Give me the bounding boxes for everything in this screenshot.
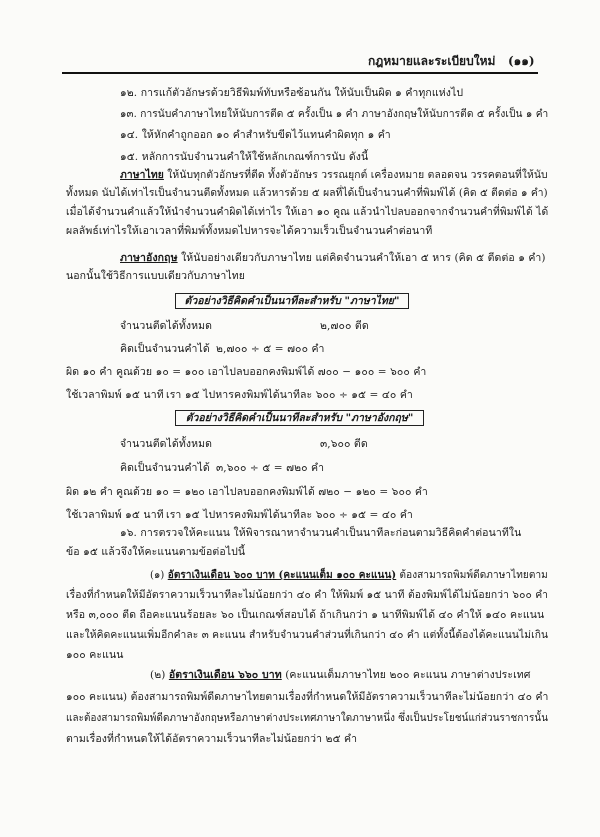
thai-rule-line-2: ทั้งหมด นับได้เท่าไรเป็นจำนวนตีดทั้งหมด แล้วหารด้วย ๕ ผลที่ได้เป็นจำนวนคำที่พิมพ์ได้ (คิด ๕ ตีดต่อ ๑ คำ) xyxy=(66,187,548,199)
para2-num: (๒) xyxy=(150,669,166,681)
rule-num: ๑๔. xyxy=(120,129,139,141)
english-rule-lead: ภาษาอังกฤษ xyxy=(120,252,178,264)
row-label: ผิด ๑๒ คำ xyxy=(66,486,113,498)
example-thai-row-2 xyxy=(120,342,325,356)
rule-13 xyxy=(120,107,548,121)
thai-rule-line-4: ผลลัพธ์เท่าไรให้เอาเวลาที่พิมพ์ทั้งหมดไปหารจะได้ความเร็วเป็นจำนวนคำต่อนาที xyxy=(66,225,433,237)
example-thai-row-3 xyxy=(66,365,427,379)
para2-line-2: ๑๐๐ คะแนน) ต้องสามารถพิมพ์ดีดภาษาไทยตามเรื่องที่กำหนดให้มีอัตราความเร็วนาทีละไม่น้อยกว่า ๔๐ คำ xyxy=(66,691,549,703)
rule-text: หลักการนับจำนวนคำให้ใช้หลักเกณฑ์การนับ ดังนี้ xyxy=(141,151,369,163)
row-value: คูณด้วย ๑๐ = ๑๒๐ เอาไปลบออกคงพิมพ์ได้ ๗๒๐ − ๑๒๐ = ๖๐๐ คำ xyxy=(116,486,428,498)
english-rule-line-1 xyxy=(120,251,546,265)
row-label: ใช้เวลาพิมพ์ ๑๕ นาที xyxy=(66,389,164,401)
row-value: ๒,๗๐๐ ตีด xyxy=(320,320,369,332)
row-value: เรา ๑๕ ไปหารคงพิมพ์ได้นาทีละ ๖๐๐ ÷ ๑๕ = ๔๐ คำ xyxy=(166,389,413,401)
para2-line-3: และต้องสามารถพิมพ์ดีดภาษาอังกฤษหรือภาษาต่างประเทศภาษาใดภาษาหนึ่ง ซึ่งเป็นประโยชน์แก่ส่วนราชการนั้น xyxy=(66,712,549,724)
thai-rule-text: ให้นับทุกตัวอักษรที่ตีด ทั้งตัวอักษร วรรณยุกต์ เครื่องหมาย ตลอดจน วรรคตอนที่ให้นับ xyxy=(167,169,548,181)
rule-text: ให้หักคำถูกออก ๑๐ คำสำหรับขีดไว้แทนคำผิดทุก ๑ คำ xyxy=(141,129,391,141)
row-label: ผิด ๑๐ คำ xyxy=(66,366,113,378)
para1-num: (๑) xyxy=(150,569,165,581)
row-label: คิดเป็นจำนวนคำได้ xyxy=(120,343,210,355)
para2-line-1 xyxy=(150,668,531,682)
para1-line-1 xyxy=(150,568,548,582)
example-thai-title-box xyxy=(175,293,409,309)
row-value: คูณด้วย ๑๐ = ๑๐๐ เอาไปลบออกคงพิมพ์ได้ ๗๐๐ − ๑๐๐ = ๖๐๐ คำ xyxy=(116,366,427,378)
page-number: (๑๑) xyxy=(507,54,535,68)
para1-heading: อัตราเงินเดือน ๖๐๐ บาท (คะแนนเต็ม ๑๐๐ คะแนน) xyxy=(167,569,397,581)
rule-text: การแก้ตัวอักษรด้วยวิธีพิมพ์ทับหรือซ้อนกัน ให้นับเป็นผิด ๑ คำทุกแห่งไป xyxy=(140,87,464,99)
rule-15 xyxy=(120,150,368,164)
rule-text: การนับคำภาษาไทยให้นับการตีด ๕ ครั้งเป็น ๑ คำ ภาษาอังกฤษให้นับการตีด ๕ ครั้งเป็น ๑ คำ xyxy=(140,108,549,120)
rule-num: ๑๓. xyxy=(120,108,137,120)
row-value: ๒,๗๐๐ ÷ ๕ = ๗๐๐ คำ xyxy=(216,343,325,355)
row-label: จำนวนตีดได้ทั้งหมด xyxy=(120,320,213,332)
row-label: คิดเป็นจำนวนคำได้ xyxy=(120,462,210,474)
row-value: เรา ๑๕ ไปหารคงพิมพ์ได้นาทีละ ๖๐๐ ÷ ๑๕ = ๔๐ คำ xyxy=(166,509,413,521)
english-rule-text: ให้นับอย่างเดียวกับภาษาไทย แต่คิดจำนวนคำให้เอา ๕ หาร (คิด ๕ ตีดต่อ ๑ คำ) xyxy=(181,252,546,264)
rule-num: ๑๒. xyxy=(120,87,138,99)
para1-line-4: และให้คิดคะแนนเพิ่มอีกคำละ ๓ คะแนน สำหรับจำนวนคำส่วนที่เกินกว่า ๔๐ คำ แต่ทั้งนี้ต้องได้คะแนนไม่เกิน xyxy=(66,629,549,641)
example-thai-row-1 xyxy=(120,319,369,333)
para1-line-5: ๑๐๐ คะแนน xyxy=(66,649,124,661)
example-english-title: ตัวอย่างวิธีคิดคำเป็นนาทีละสำหรับ "ภาษาอังกฤษ" xyxy=(185,412,414,424)
rule-num: ๑๕. xyxy=(120,151,139,163)
rule-12 xyxy=(120,86,463,100)
para2-line-4: ตามเรื่องที่กำหนดให้ได้อัตราความเร็วนาทีละไม่น้อยกว่า ๒๕ คำ xyxy=(66,733,358,745)
rule-16-line-2: ข้อ ๑๕ แล้วจึงให้คะแนนตามข้อต่อไปนี้ xyxy=(66,546,246,558)
para2-heading: อัตราเงินเดือน ๖๖๐ บาท xyxy=(168,669,282,681)
header-rule xyxy=(62,72,538,74)
para1-text: ต้องสามารถพิมพ์ดีดภาษาไทยตาม xyxy=(399,569,548,581)
row-label: ใช้เวลาพิมพ์ ๑๕ นาที xyxy=(66,509,164,521)
row-value: ๓,๖๐๐ ตีด xyxy=(320,438,368,450)
thai-rule-line-1 xyxy=(120,168,548,182)
example-english-row-2 xyxy=(120,461,325,475)
row-label: จำนวนตีดได้ทั้งหมด xyxy=(120,438,213,450)
row-value: ๓,๖๐๐ ÷ ๕ = ๗๒๐ คำ xyxy=(216,462,325,474)
english-rule-line-2: นอกนั้นใช้วิธีการแบบเดียวกับภาษาไทย xyxy=(66,270,246,282)
thai-rule-lead: ภาษาไทย xyxy=(120,169,164,181)
example-english-title-box xyxy=(175,410,424,426)
page-header xyxy=(368,52,535,71)
rule-16-line-1: ๑๖. การตรวจให้คะแนน ให้พิจารณาหาจำนวนคำเป็นนาทีละก่อนตามวิธีคิดคำต่อนาทีใน xyxy=(120,527,522,539)
example-english-row-1 xyxy=(120,437,368,451)
header-title: กฎหมายและระเบียบใหม่ xyxy=(368,54,496,68)
para1-line-2: เรื่องที่กำหนดให้มีอัตราความเร็วนาทีละไม่น้อยกว่า ๔๐ คำ ให้พิมพ์ ๑๕ นาที ต้องพิมพ์ได้ไม่น้อยกว่า ๖๐๐ คำ xyxy=(66,589,549,601)
example-thai-title: ตัวอย่างวิธีคิดคำเป็นนาทีละสำหรับ "ภาษาไทย" xyxy=(184,295,400,307)
example-english-row-4 xyxy=(66,508,413,522)
example-thai-row-4 xyxy=(66,388,413,402)
para1-line-3: หรือ ๓,๐๐๐ ตีด ถือคะแนนร้อยละ ๖๐ เป็นเกณฑ์สอบได้ ถ้าเกินกว่า ๑ นาทีพิมพ์ได้ ๔๐ คำให้ ๑๔๐ คะแนน xyxy=(66,609,545,621)
rule-14 xyxy=(120,128,391,142)
example-english-row-3 xyxy=(66,485,428,499)
para2-heading-rest: (คะแนนเต็มภาษาไทย ๒๐๐ คะแนน ภาษาต่างประเทศ xyxy=(285,669,531,681)
thai-rule-line-3: เมื่อได้จำนวนคำแล้วให้นำจำนวนคำผิดได้เท่าไร ให้เอา ๑๐ คูณ แล้วนำไปลบออกจากจำนวนคำที่พิมพ์ได้ ได้ xyxy=(66,206,549,218)
